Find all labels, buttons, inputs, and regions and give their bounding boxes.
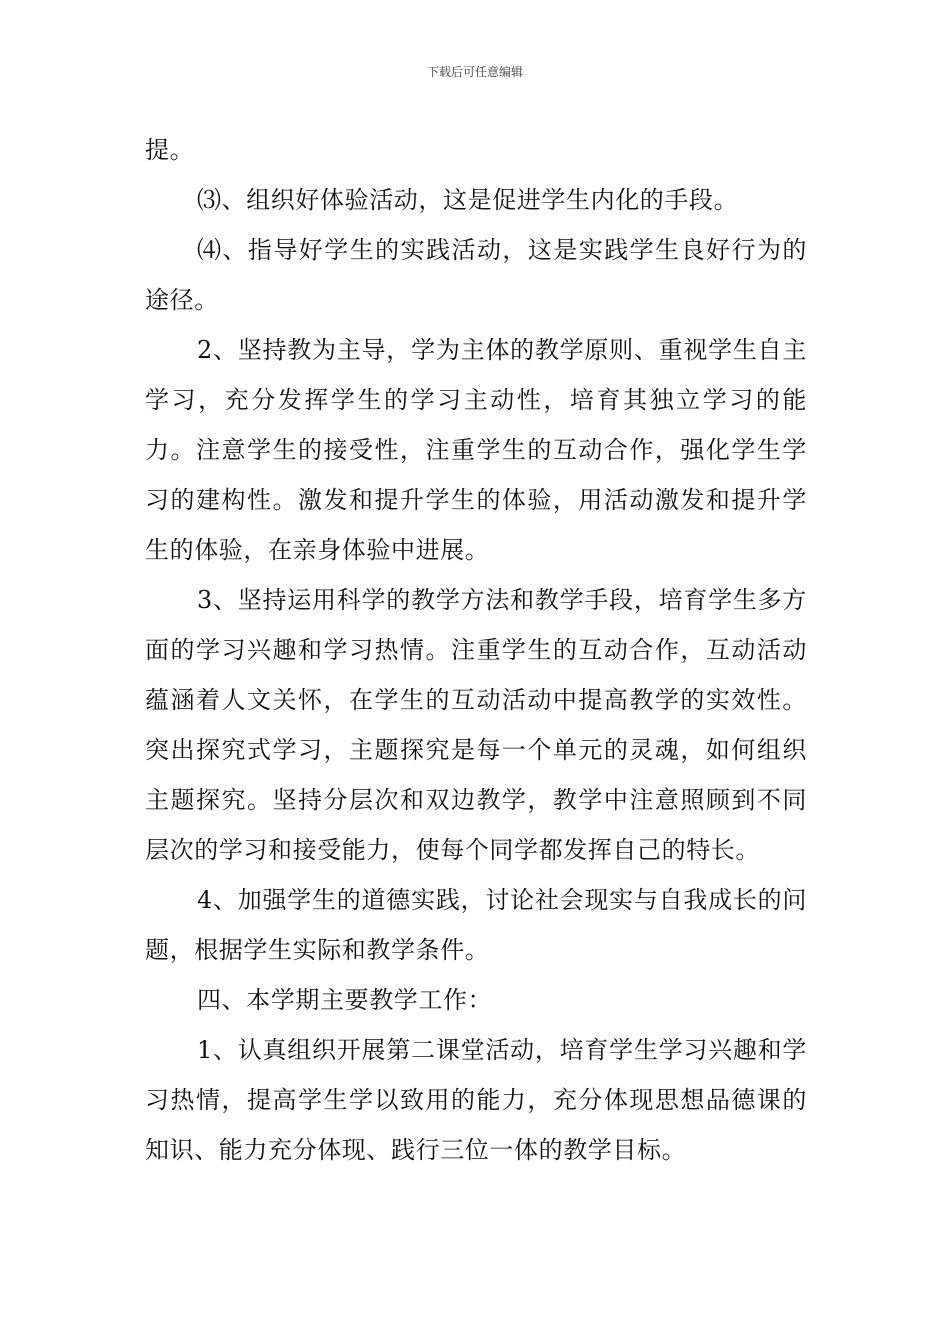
document-body bbox=[145, 125, 807, 1175]
paragraph-work-1: 1、认真组织开展第二课堂活动，培育学生学习兴趣和学习热情，提高学生学以致用的能力，充分体现思想品德课的知识、能力充分体现、践行三位一体的教学目标。 bbox=[145, 1036, 807, 1164]
paragraph-item-3: ⑶、组织好体验活动，这是促进学生内化的手段。 bbox=[197, 186, 739, 214]
paragraph-item-4: ⑷、指导好学生的实践活动，这是实践学生良好行为的途径。 bbox=[145, 236, 807, 314]
paragraph-point-4: 4、加强学生的道德实践，讨论社会现实与自我成长的问题，根据学生实际和教学条件。 bbox=[145, 886, 807, 964]
paragraph-continuation: 提。 bbox=[145, 136, 195, 164]
paragraph-point-3: 3、坚持运用科学的教学方法和教学手段，培育学生多方面的学习兴趣和学习热情。注重学生的互动合作，互动活动蕴涵着人文关怀，在学生的互动活动中提高教学的实效性。突出探究式学习，主题探究是每一个单元的灵魂，如何组织主题探究。坚持分层次和双边教学，教学中注意照顾到不同层次的学习和接受能力，使每个同学都发挥自己的特长。 bbox=[145, 586, 807, 864]
page-header-note: 下载后可任意编辑 bbox=[426, 65, 523, 79]
paragraph-point-2: 2、坚持教为主导，学为主体的教学原则、重视学生自主学习，充分发挥学生的学习主动性，培育其独立学习的能力。注意学生的接受性，注重学生的互动合作，强化学生学习的建构性。激发和提升学生的体验，用活动激发和提升学生的体验，在亲身体验中进展。 bbox=[145, 336, 807, 564]
section-heading-4: 四、本学期主要教学工作： bbox=[197, 986, 493, 1014]
